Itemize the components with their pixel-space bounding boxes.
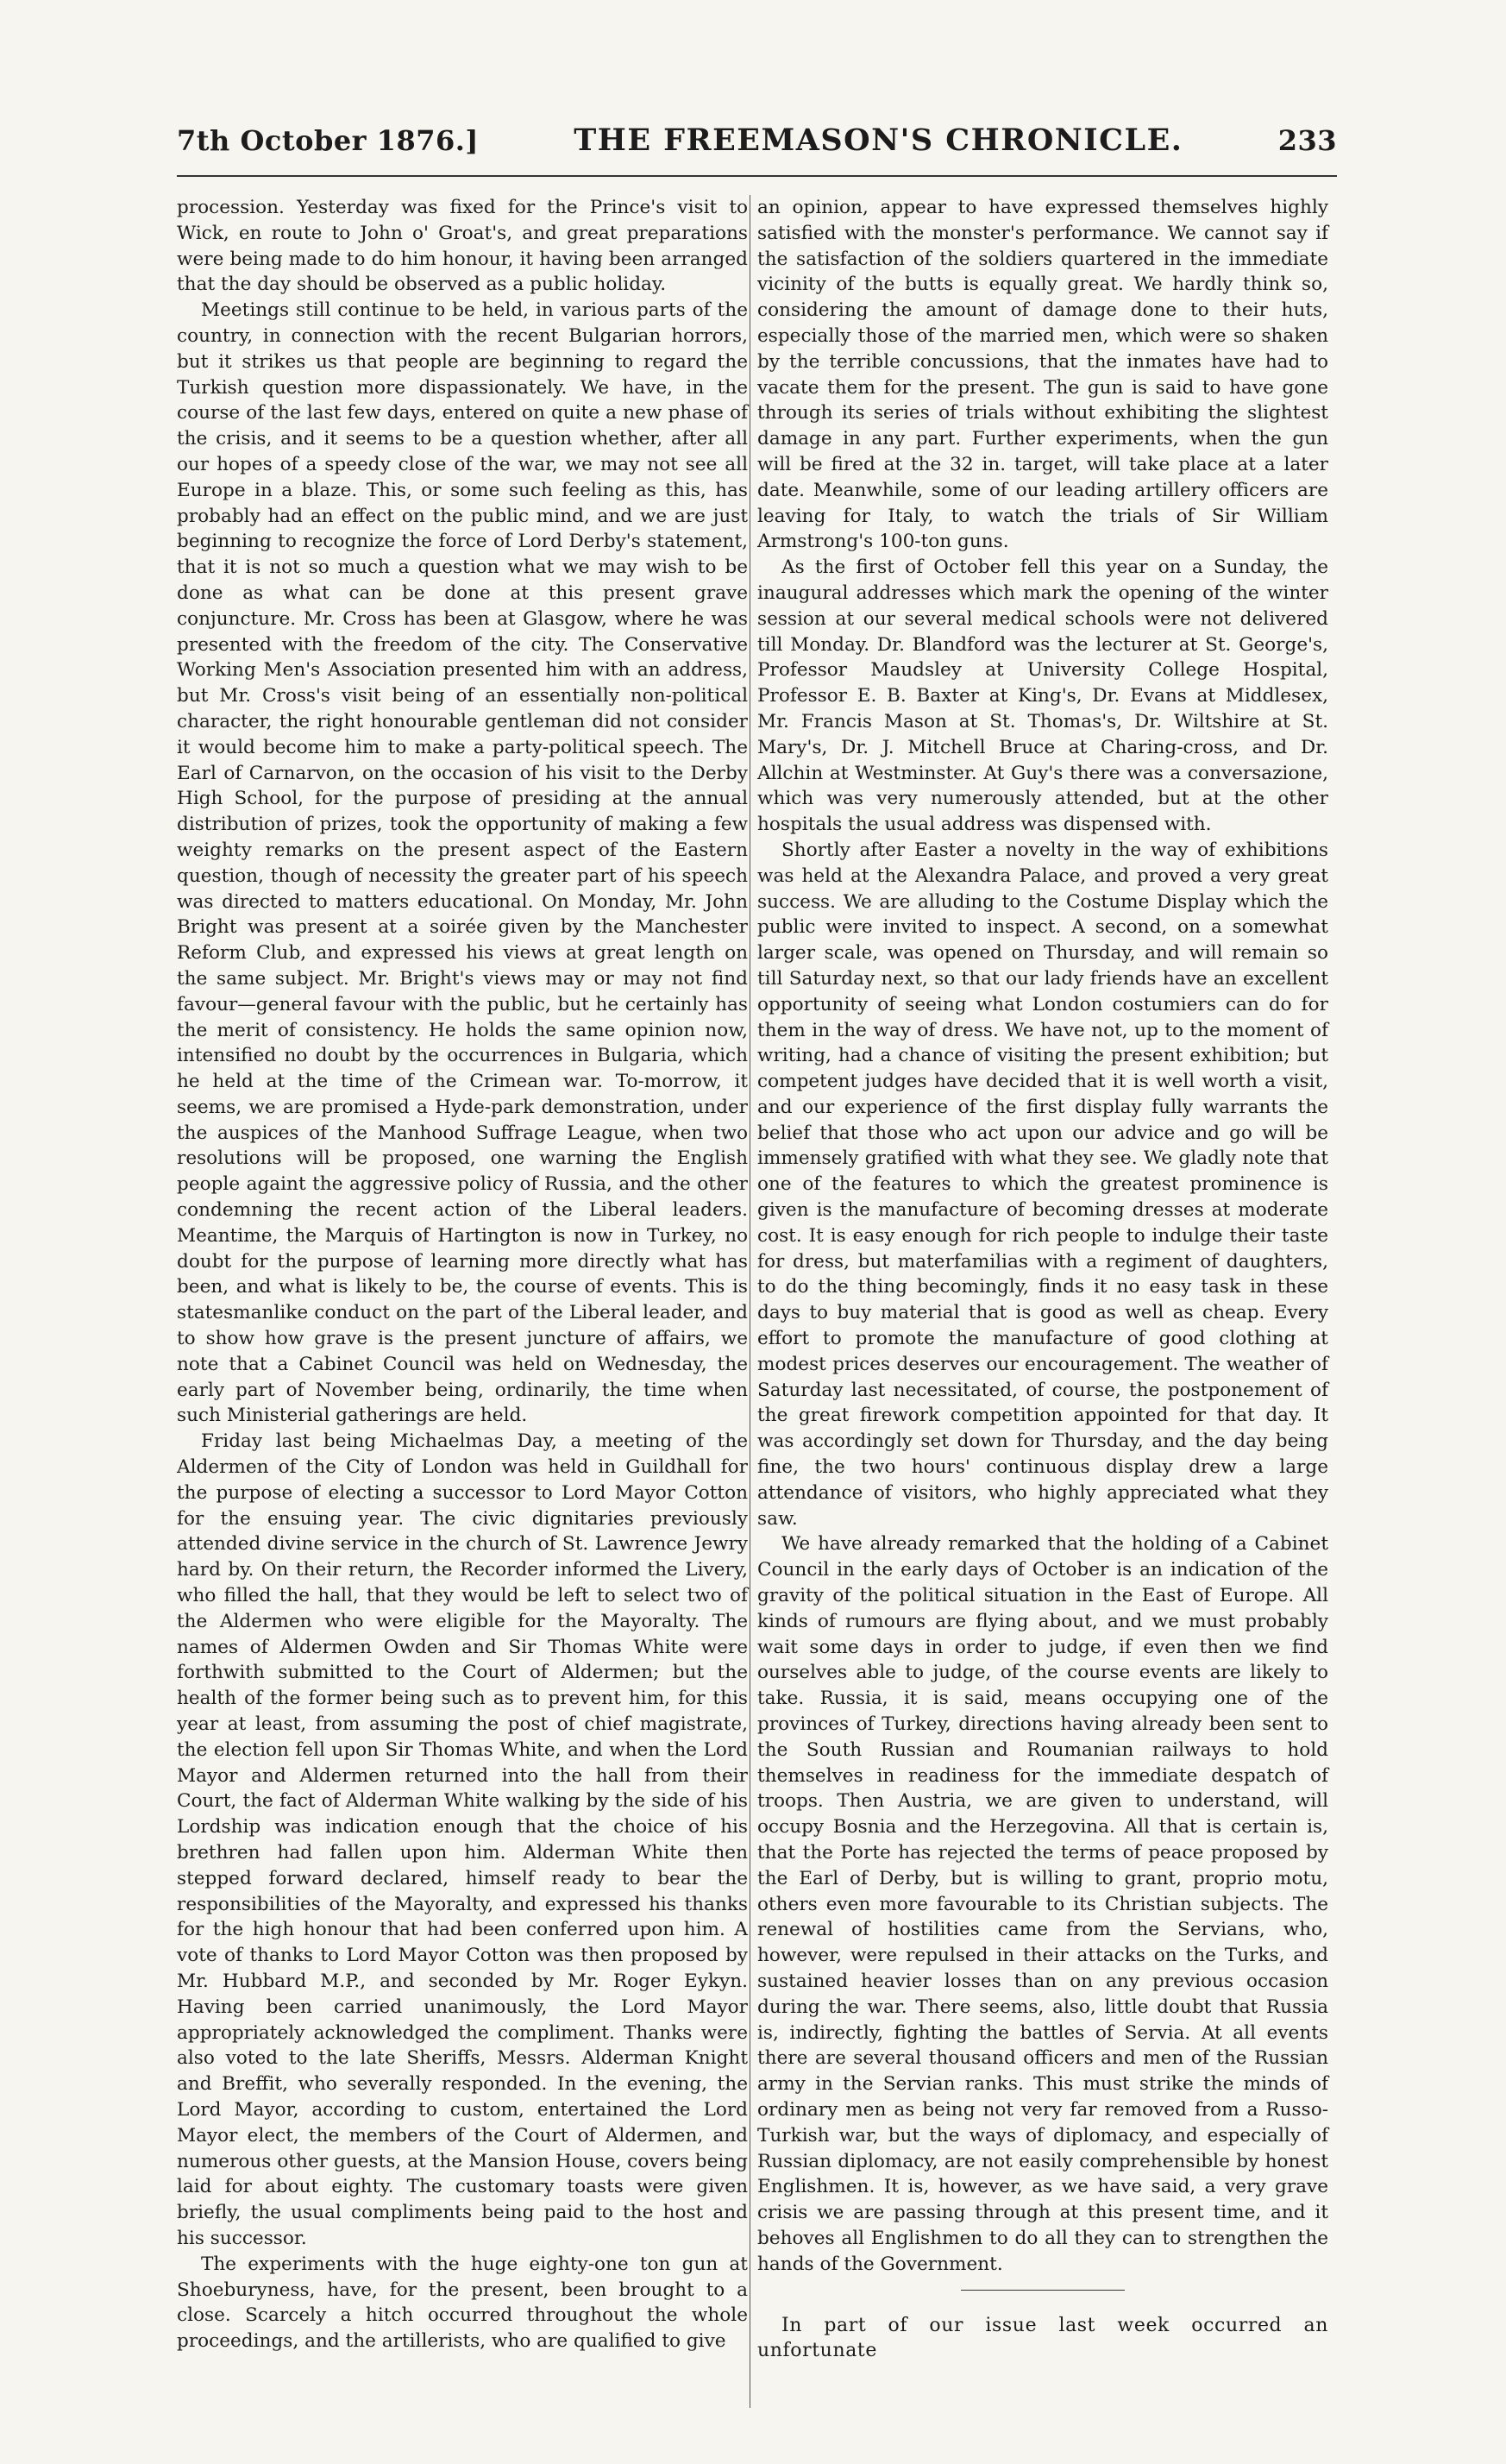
page-header [177, 123, 1337, 174]
issue-date: 7th October 1876.] [177, 124, 480, 157]
paragraph: As the first of October fell this year on a Sunday, the inaugural addresses which mark the opening of the winter session at our several medical schools were not delivered till Monday. Dr. Blandford was the lecturer at St. George's, Professor Maudsley at University College Hospital, Professor E. B. Baxter at King's, Dr. Evans at Middlesex, Mr. Francis Mason at St. Thomas's, Dr. Wiltshire at St. Mary's, Dr. J. Mitchell Bruce at Charing-cross, and Dr. Allchin at Westminster. At Guy's there was a conversazione, which was very numerously attended, but at the other hospitals the usual address was dispensed with. [757, 556, 1328, 836]
paragraph: procession. Yesterday was fixed for the Prince's visit to Wick, en route to John o' Groat's, and great preparations were being made to do him honour, it having been arranged that the day should be observed as a public holiday. [177, 197, 748, 296]
paragraph: Shortly after Easter a novelty in the way of exhibitions was held at the Alexandra Palace, and proved a very great success. We are alluding to the Costume Display which the public were invited to inspect. A second, on a somewhat larger scale, was opened on Thursday, and will remain so till Saturday next, so that our lady friends have an excellent opportunity of seeing what London costumiers can do for them in the way of dress. We have not, up to the moment of writing, had a chance of visiting the present exhibition; but competent judges have decided that it is well worth a visit, and our experience of the first display fully warrants the belief that those who act upon our advice and go will be immensely gratified with what they see. We gladly note that one of the features to which the greatest prominence is given is the manufacture of becoming dresses at moderate cost. It is easy enough for rich people to indulge their taste for dress, but materfamilias with a regiment of daughters, to do the thing becomingly, finds it no easy task in these days to buy material that is good as well as cheap. Every effort to promote the manufacture of good clothing at modest prices deserves our encouragement. The weather of Saturday last necessitated, of course, the postponement of the great firework competition appointed for that day. It was accordingly set down for Thursday, and the day being fine, the two hours' continuous display drew a large attendance of visitors, who highly appreciated what they saw. [757, 839, 1328, 1530]
page-number: 233 [1277, 124, 1337, 157]
paragraph: In part of our issue last week occurred an unfortunate [757, 2314, 1328, 2362]
paragraph: Friday last being Michaelmas Day, a meeting of the Aldermen of the City of London was held in Guildhall for the purpose of electing a successor to Lord Mayor Cotton for the ensuing year. The civic dignitaries previously attended divine service in the church of St. Lawrence Jewry hard by. On their return, the Recorder informed the Livery, who filled the hall, that they would be left to select two of the Aldermen who were eligible for the Mayoralty. The names of Aldermen Owden and Sir Thomas White were forthwith submitted to the Court of Aldermen; but the health of the former being such as to prevent him, for this year at least, from assuming the post of chief magistrate, the election fell upon Sir Thomas White, and when the Lord Mayor and Aldermen returned into the hall from their Court, the fact of Alderman White walking by the side of his Lordship was indication enough that the choice of his brethren had fallen upon him. Alderman White then stepped forward declared, himself ready to bear the responsibilities of the Mayoralty, and expressed his thanks for the high honour that had been conferred upon him. A vote of thanks to Lord Mayor Cotton was then proposed by Mr. Hubbard M.P., and seconded by Mr. Roger Eykyn. Having been carried unanimously, the Lord Mayor appropriately acknowledged the compliment. Thanks were also voted to the late Sheriffs, Messrs. Alderman Knight and Breffit, who severally responded. In the evening, the Lord Mayor, according to custom, entertained the Lord Mayor elect, the members of the Court of Aldermen, and numerous other guests, at the Mansion House, covers being laid for about eighty. The customary toasts were given briefly, the usual compliments being paid to the host and his successor. [177, 1430, 748, 2249]
paragraph: The experiments with the huge eighty-one ton gun at Shoeburyness, have, for the present, been brought to a close. Scarcely a hitch occurred throughout the whole proceedings, and the artillerists, who are qualified to give [177, 2253, 748, 2353]
paragraph: an opinion, appear to have expressed themselves highly satisfied with the monster's performance. We cannot say if the satisfaction of the soldiers quartered in the immediate vicinity of the butts is equally great. We hardly think so, considering the amount of damage done to their huts, especially those of the married men, which were so shaken by the terrible concussions, that the inmates have had to vacate them for the present. The gun is said to have gone through its series of trials without exhibiting the slightest damage in any part. Further experiments, when the gun will be fired at the 32 in. target, will take place at a later date. Meanwhile, some of our leading artillery officers are leaving for Italy, to watch the trials of Sir William Armstrong's 100-ton guns. [757, 197, 1328, 553]
section-divider [961, 2290, 1125, 2291]
paragraph: We have already remarked that the holding of a Cabinet Council in the early days of October is an indication of the gravity of the political situation in the East of Europe. All kinds of rumours are flying about, and we must probably wait some days in order to judge, if even then we find ourselves able to judge, of the course events are likely to take. Russia, it is said, means occupying one of the provinces of Turkey, directions having already been sent to the South Russian and Roumanian railways to hold themselves in readiness for the immediate despatch of troops. Then Austria, we are given to understand, will occupy Bosnia and the Herzegovina. All that is certain is, that the Porte has rejected the terms of peace proposed by the Earl of Derby, but is willing to grant, proprio motu, others even more favourable to its Christian subjects. The renewal of hostilities came from the Servians, who, however, were repulsed in their attacks on the Turks, and sustained heavier losses than on any previous occasion during the war. There seems, also, little doubt that Russia is, indirectly, fighting the battles of Servia. At all events there are several thousand officers and men of the Russian army in the Servian ranks. This must strike the minds of ordinary men as being not very far removed from a Russo-Turkish war, but the ways of diplomacy, and especially of Russian diplomacy, are not easily comprehensible by honest Englishmen. It is, however, as we have said, a very grave crisis we are passing through at this present time, and it behoves all Englishmen to do all they can to strengthen the hands of the Government. [757, 1533, 1328, 2275]
header-rule [177, 175, 1337, 177]
right-column [757, 195, 1328, 2408]
publication-title: THE FREEMASON'S CHRONICLE. [574, 123, 1183, 158]
paragraph: Meetings still continue to be held, in various parts of the country, in connection with the recent Bulgarian horrors, but it strikes us that people are beginning to regard the Turkish question more dispassionately. We have, in the course of the last few days, entered on quite a new phase of the crisis, and it seems to be a question whether, after all our hopes of a speedy close of the war, we may not see all Europe in a blaze. This, or some such feeling as this, has probably had an effect on the public mind, and we are just beginning to recognize the force of Lord Derby's statement, that it is not so much a question what we may wish to be done as what can be done at this present grave conjuncture. Mr. Cross has been at Glasgow, where he was presented with the freedom of the city. The Conservative Working Men's Association presented him with an address, but Mr. Cross's visit being of an essentially non-political character, the right honourable gentleman did not consider it would become him to make a party-political speech. The Earl of Carnarvon, on the occasion of his visit to the Derby High School, for the purpose of presiding at the annual distribution of prizes, took the opportunity of making a few weighty remarks on the present aspect of the Eastern question, though of necessity the greater part of his speech was directed to matters educational. On Monday, Mr. John Bright was present at a soirée given by the Manchester Reform Club, and expressed his views at great length on the same subject. Mr. Bright's views may or may not find favour—general favour with the public, but he certainly has the merit of consistency. He holds the same opinion now, intensified no doubt by the occurrences in Bulgaria, which he held at the time of the Crimean war. To-morrow, it seems, we are promised a Hyde-park demonstration, under the auspices of the Manhood Suffrage League, when two resolutions will be proposed, one warning the English people againt the aggressive policy of Russia, and the other condemning the recent action of the Liberal leaders. Meantime, the Marquis of Hartington is now in Turkey, no doubt for the purpose of learning more directly what has been, and what is likely to be, the course of events. This is statesmanlike conduct on the part of the Liberal leader, and to show how grave is the present juncture of affairs, we note that a Cabinet Council was held on Wednesday, the early part of November being, ordinarily, the time when such Ministerial gatherings are held. [177, 299, 748, 1427]
left-column [177, 195, 748, 2408]
